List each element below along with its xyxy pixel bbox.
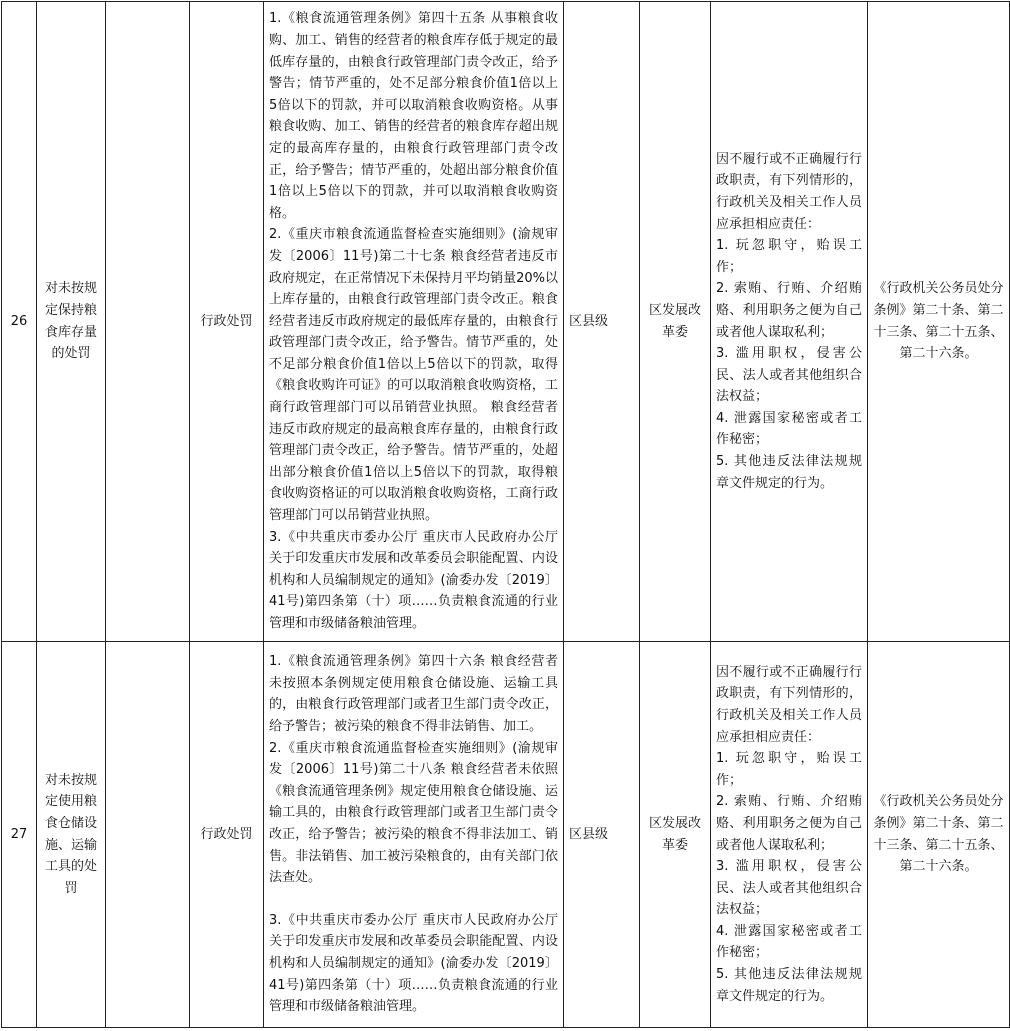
duty-item: 5. 其他违反法律法规规章文件规定的行为。 [716,967,862,1004]
duty-item: 4. 泄露国家秘密或者工作秘密； [716,410,862,448]
table-row [2,2,1010,642]
responsible-department: 区发展改革委 [640,642,711,1028]
accountability-clauses [711,642,868,1028]
item-code [106,2,190,642]
duty-item: 5. 其他违反法律法规规章文件规定的行为。 [716,454,862,491]
legal-basis [264,642,564,1028]
responsible-department: 区发展改革委 [640,2,711,642]
power-type: 行政处罚 [190,2,264,642]
row-number: 26 [2,2,37,642]
row-number: 27 [2,642,37,1028]
table-row [2,642,1010,1028]
legal-reference: 《行政机关公务员处分条例》第二十条、第二十三条、第二十五条、第二十六条。 [868,642,1010,1028]
duty-item: 1. 玩忽职守，贻误工作； [716,238,862,275]
item-name: 对未按规定使用粮食仓储设施、运输工具的处罚 [37,642,106,1028]
basis-paragraph: 2.《重庆市粮食流通监督检查实施细则》(渝规审发〔2006〕11号)第二十八条 粮食经营者未依照《粮食流通管理条例》规定使用粮食仓储设施、运输工具的，由粮食行政管理部门或者卫生部门责令改正，给予警告；被污染的粮食不得非法加工、销售。非法销售、加工被污染粮食的，由有关部门依法查处。 [269,740,558,886]
basis-paragraph: 3.《中共重庆市委办公厅 重庆市人民政府办公厅关于印发重庆市发展和改革委员会职能配置、内设机构和人员编制规定的通知》(渝委办发〔2019〕41号)第四条第（十）项……负责粮食流通的行业管理和市级储备粮油管理。 [269,529,558,632]
basis-paragraph: 2.《重庆市粮食流通监督检查实施细则》(渝规审发〔2006〕11号)第二十七条 粮食经营者违反市政府规定，在正常情况下未保持月平均销量20%以上库存量的，由粮食行政管理部门责令改正。粮食经营者违反市政府规定的最低库存量的，由粮食行政管理部门责令改正，给予警告。情节严重的，处不足部分粮食价值1倍以上5倍以下的罚款，取得《粮食收购许可证》的可以取消粮食收购资格，工商行政管理部门可以吊销营业执照。 粮食经营者违反市政府规定的最高粮食库存量的，由粮食行政管理部门责令改正，给予警告。情节严重的，处超出部分粮食价值1倍以上5倍以下的罚款，取得粮食收购资格证的可以取消粮食收购资格，工商行政管理部门可以吊销营业执照。 [269,227,558,524]
power-list-table [1,1,1010,1028]
duty-item: 3. 滥用职权，侵害公民、法人或者其他组织合法权益； [716,346,862,405]
duty-paragraph: 因不履行或不正确履行行政职责，有下列情形的，行政机关及相关工作人员应承担相应责任： [716,151,862,232]
exercise-level: 区县级 [564,2,640,642]
exercise-level: 区县级 [564,642,640,1028]
duty-item: 2. 索贿、行贿、介绍贿赂、利用职务之便为自己或者他人谋取私利； [716,281,862,340]
duty-item: 3. 滥用职权，侵害公民、法人或者其他组织合法权益； [716,859,862,918]
basis-paragraph: 1.《粮食流通管理条例》第四十六条 粮食经营者未按照本条例规定使用粮食仓储设施、运输工具的，由粮食行政管理部门或者卫生部门责令改正，给予警告；被污染的粮食不得非法销售、加工。 [269,654,558,735]
item-name: 对未按规定保持粮食库存量的处罚 [37,2,106,642]
duty-item: 4. 泄露国家秘密或者工作秘密； [716,923,862,961]
item-code [106,642,190,1028]
accountability-clauses [711,2,868,642]
power-type: 行政处罚 [190,642,264,1028]
legal-basis [264,2,564,642]
basis-paragraph: 3.《中共重庆市委办公厅 重庆市人民政府办公厅关于印发重庆市发展和改革委员会职能配置、内设机构和人员编制规定的通知》(渝委办发〔2019〕41号)第四条第（十）项……负责粮食流通的行业管理和市级储备粮油管理。 [269,912,558,1015]
legal-reference: 《行政机关公务员处分条例》第二十条、第二十三条、第二十五条、第二十六条。 [868,2,1010,642]
duty-paragraph: 因不履行或不正确履行行政职责，有下列情形的，行政机关及相关工作人员应承担相应责任： [716,664,862,745]
basis-paragraph: 1.《粮食流通管理条例》第四十五条 从事粮食收购、加工、销售的经营者的粮食库存低于规定的最低库存量的，由粮食行政管理部门责令改正，给予警告；情节严重的，处不足部分粮食价值1倍以上5倍以下的罚款，并可以取消粮食收购资格。从事粮食收购、加工、销售的经营者的粮食库存超出规定的最高库存量的，由粮食行政管理部门责令改正，给予警告；情节严重的，处超出部分粮食价值1倍以上5倍以下的罚款，并可以取消粮食收购资格。 [269,11,558,221]
duty-item: 1. 玩忽职守，贻误工作； [716,751,862,788]
duty-item: 2. 索贿、行贿、介绍贿赂、利用职务之便为自己或者他人谋取私利； [716,794,862,853]
paragraph-spacer [269,889,558,910]
